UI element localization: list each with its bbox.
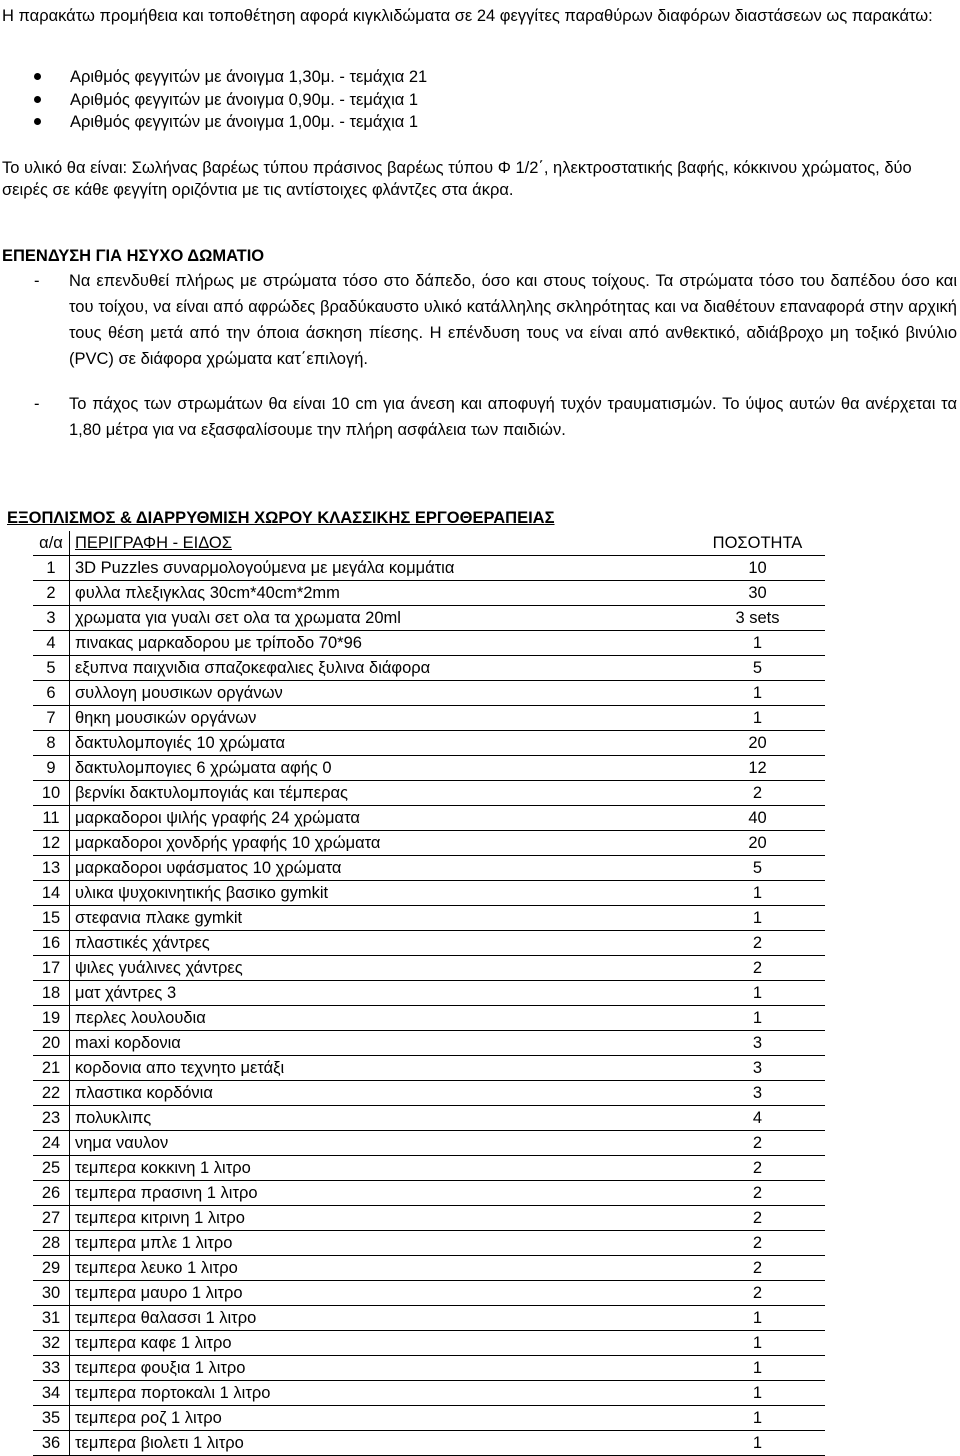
row-quantity-cell: 5	[690, 656, 825, 681]
table-row	[33, 1256, 825, 1281]
row-description-cell: θηκη μουσικών οργάνων	[70, 706, 691, 731]
row-quantity-cell: 1	[690, 681, 825, 706]
row-number-cell: 25	[33, 1156, 70, 1181]
table-body	[33, 556, 825, 1456]
row-description-cell: πινακας μαρκαδορου με τρίποδο 70*96	[70, 631, 691, 656]
row-quantity-cell: 2	[690, 1256, 825, 1281]
window-count-list	[33, 66, 427, 134]
row-number-cell: 9	[33, 756, 70, 781]
row-number-cell: 17	[33, 956, 70, 981]
row-number-cell: 35	[33, 1406, 70, 1431]
row-number-cell: 6	[33, 681, 70, 706]
table-row	[33, 1056, 825, 1081]
table-row	[33, 1381, 825, 1406]
table-row	[33, 1306, 825, 1331]
row-description-cell: βερνίκι δακτυλομπογιάς και τέμπερας	[70, 781, 691, 806]
row-quantity-cell: 5	[690, 856, 825, 881]
row-number-cell: 32	[33, 1331, 70, 1356]
paragraph-text: Να επενδυθεί πλήρως με στρώματα τόσο στο δάπεδο, όσο και στους τοίχους. Τα στρώματα τόσο του δαπέδου όσο και του τοίχου, να είναι από αφρώδες βραδύκαυστο υλικό κατάλληλης σκληρότητας και να διαθέτουν επαναφορά στην αρχική τους θέση μετά από την όποια άσκηση πίεσης. Η επένδυση τους να είναι από ανθεκτικό, αδιάβροχο μη τοξικό βινύλιο (PVC) σε διάφορα χρώματα κατ΄επιλογή.	[69, 272, 957, 368]
row-description-cell: νημα ναυλον	[70, 1131, 691, 1156]
bullet-icon	[34, 118, 41, 125]
table-row	[33, 556, 825, 581]
row-number-cell: 20	[33, 1031, 70, 1056]
row-quantity-cell: 10	[690, 556, 825, 581]
paragraph-text: Το πάχος των στρωμάτων θα είναι 10 cm για άνεση και αποφυγή τυχόν τραυματισμών. Το ύψος αυτών θα ανέρχεται τα 1,80 μέτρα για να εξασφαλίσουμε την πλήρη ασφάλεια των παιδιών.	[69, 395, 957, 439]
row-description-cell: 3D Puzzles συναρμολογούμενα με μεγάλα κομμάτια	[70, 556, 691, 581]
row-quantity-cell: 2	[690, 1181, 825, 1206]
row-quantity-cell: 12	[690, 756, 825, 781]
row-description-cell: πλαστικα κορδόνια	[70, 1081, 691, 1106]
row-quantity-cell: 1	[690, 1431, 825, 1456]
row-description-cell: τεμπερα πορτοκαλι 1 λιτρο	[70, 1381, 691, 1406]
table-row	[33, 831, 825, 856]
table-header-row	[33, 531, 825, 556]
row-number-cell: 19	[33, 1006, 70, 1031]
row-number-cell: 34	[33, 1381, 70, 1406]
row-quantity-cell: 1	[690, 881, 825, 906]
table-row	[33, 1081, 825, 1106]
equipment-table	[33, 531, 825, 1456]
table-row	[33, 806, 825, 831]
row-quantity-cell: 1	[690, 906, 825, 931]
row-number-cell: 7	[33, 706, 70, 731]
row-quantity-cell: 3	[690, 1081, 825, 1106]
list-item: Αριθμός φεγγιτών με άνοιγμα 1,30μ. - τεμάχια 21	[33, 66, 427, 89]
table-row	[33, 856, 825, 881]
table-row	[33, 681, 825, 706]
row-quantity-cell: 1	[690, 1006, 825, 1031]
row-number-cell: 23	[33, 1106, 70, 1131]
row-description-cell: τεμπερα λευκο 1 λιτρο	[70, 1256, 691, 1281]
table-row	[33, 1031, 825, 1056]
row-number-cell: 36	[33, 1431, 70, 1456]
dash-marker: -	[34, 395, 40, 413]
row-quantity-cell: 1	[690, 1406, 825, 1431]
row-description-cell: τεμπερα κοκκινη 1 λιτρο	[70, 1156, 691, 1181]
row-number-cell: 31	[33, 1306, 70, 1331]
row-number-cell: 15	[33, 906, 70, 931]
column-header-quantity: ΠΟΣΟΤΗΤΑ	[690, 531, 825, 556]
list-item: Αριθμός φεγγιτών με άνοιγμα 0,90μ. - τεμάχια 1	[33, 89, 427, 112]
row-quantity-cell: 1	[690, 706, 825, 731]
table-row	[33, 756, 825, 781]
row-description-cell: τεμπερα πρασινη 1 λιτρο	[70, 1181, 691, 1206]
row-number-cell: 4	[33, 631, 70, 656]
row-number-cell: 26	[33, 1181, 70, 1206]
table-row	[33, 1006, 825, 1031]
row-number-cell: 16	[33, 931, 70, 956]
row-description-cell: τεμπερα μαυρο 1 λιτρο	[70, 1281, 691, 1306]
row-number-cell: 30	[33, 1281, 70, 1306]
row-quantity-cell: 3	[690, 1031, 825, 1056]
table-row	[33, 1406, 825, 1431]
column-header-description: ΠΕΡΙΓΡΑΦΗ - ΕΙΔΟΣ	[70, 531, 691, 556]
row-description-cell: τεμπερα ροζ 1 λιτρο	[70, 1406, 691, 1431]
table-row	[33, 1281, 825, 1306]
row-quantity-cell: 1	[690, 1356, 825, 1381]
row-quantity-cell: 1	[690, 1331, 825, 1356]
table-row	[33, 1156, 825, 1181]
table-row	[33, 1131, 825, 1156]
row-description-cell: μαρκαδοροι υφάσματος 10 χρώματα	[70, 856, 691, 881]
table-row	[33, 631, 825, 656]
row-number-cell: 33	[33, 1356, 70, 1381]
row-number-cell: 8	[33, 731, 70, 756]
quiet-room-paragraph-1	[2, 268, 957, 372]
row-quantity-cell: 3	[690, 1056, 825, 1081]
row-quantity-cell: 2	[690, 1281, 825, 1306]
row-description-cell: χρωματα για γυαλι σετ ολα τα χρωματα 20ml	[70, 606, 691, 631]
row-description-cell: τεμπερα βιολετι 1 λιτρο	[70, 1431, 691, 1456]
row-quantity-cell: 2	[690, 1206, 825, 1231]
table-row	[33, 881, 825, 906]
row-description-cell: δακτυλομπογιες 6 χρώματα αφής 0	[70, 756, 691, 781]
table-row	[33, 1181, 825, 1206]
table-row	[33, 656, 825, 681]
row-quantity-cell: 1	[690, 1381, 825, 1406]
table-row	[33, 781, 825, 806]
row-quantity-cell: 2	[690, 956, 825, 981]
row-description-cell: περλες λουλουδια	[70, 1006, 691, 1031]
row-description-cell: ματ χάντρες 3	[70, 981, 691, 1006]
dash-marker: -	[34, 272, 40, 290]
row-number-cell: 5	[33, 656, 70, 681]
table-row	[33, 706, 825, 731]
table-row	[33, 956, 825, 981]
row-description-cell: μαρκαδοροι ψιλής γραφής 24 χρώματα	[70, 806, 691, 831]
table-row	[33, 1206, 825, 1231]
row-quantity-cell: 1	[690, 631, 825, 656]
row-description-cell: ψιλες γυάλινες χάντρες	[70, 956, 691, 981]
row-quantity-cell: 1	[690, 1306, 825, 1331]
row-quantity-cell: 2	[690, 781, 825, 806]
bullet-icon	[34, 96, 41, 103]
row-number-cell: 13	[33, 856, 70, 881]
row-description-cell: εξυπνα παιχνιδια σπαζοκεφαλιες ξυλινα διάφορα	[70, 656, 691, 681]
table-row	[33, 1356, 825, 1381]
row-quantity-cell: 3 sets	[690, 606, 825, 631]
row-number-cell: 21	[33, 1056, 70, 1081]
row-number-cell: 10	[33, 781, 70, 806]
row-quantity-cell: 2	[690, 1231, 825, 1256]
row-description-cell: τεμπερα μπλε 1 λιτρο	[70, 1231, 691, 1256]
table-row	[33, 1431, 825, 1456]
row-description-cell: στεφανια πλακε gymkit	[70, 906, 691, 931]
row-number-cell: 11	[33, 806, 70, 831]
quiet-room-paragraph-2	[2, 391, 957, 443]
bullet-icon	[34, 73, 41, 80]
row-quantity-cell: 20	[690, 831, 825, 856]
row-description-cell: συλλογη μουσικων οργάνων	[70, 681, 691, 706]
row-quantity-cell: 20	[690, 731, 825, 756]
row-number-cell: 12	[33, 831, 70, 856]
list-item: Αριθμός φεγγιτών με άνοιγμα 1,00μ. - τεμάχια 1	[33, 111, 427, 134]
row-description-cell: δακτυλομπογιές 10 χρώματα	[70, 731, 691, 756]
column-header-number: α/α	[33, 531, 70, 556]
table-row	[33, 606, 825, 631]
row-description-cell: κορδονια απο τεχνητο μετάξι	[70, 1056, 691, 1081]
row-description-cell: τεμπερα φουξια 1 λιτρο	[70, 1356, 691, 1381]
table-row	[33, 731, 825, 756]
row-description-cell: υλικα ψυχοκινητικής βασικο gymkit	[70, 881, 691, 906]
table-row	[33, 906, 825, 931]
intro-paragraph: Η παρακάτω προμήθεια και τοποθέτηση αφορά κιγκλιδώματα σε 24 φεγγίτες παραθύρων διαφόρων διαστάσεων ως παρακάτω:	[2, 7, 933, 25]
row-description-cell: τεμπερα θαλασσι 1 λιτρο	[70, 1306, 691, 1331]
material-paragraph: Το υλικό θα είναι: Σωλήνας βαρέως τύπου πράσινος βαρέως τύπου Φ 1/2΄, ηλεκτροστατικής βαφής, κόκκινου χρώματος, δύο σειρές σε κάθε φεγγίτη οριζόντια με τις αντίστοιχες φλάντζες στα άκρα.	[2, 159, 912, 199]
equipment-table-title: ΕΞΟΠΛΙΣΜΟΣ & ΔΙΑΡΡΥΘΜΙΣΗ ΧΩΡΟΥ ΚΛΑΣΣΙΚΗΣ ΕΡΓΟΘΕΡΑΠΕΙΑΣ	[7, 509, 555, 527]
row-quantity-cell: 1	[690, 981, 825, 1006]
row-number-cell: 29	[33, 1256, 70, 1281]
row-description-cell: τεμπερα κιτρινη 1 λιτρο	[70, 1206, 691, 1231]
row-number-cell: 3	[33, 606, 70, 631]
row-description-cell: πλαστικές χάντρες	[70, 931, 691, 956]
row-quantity-cell: 30	[690, 581, 825, 606]
row-number-cell: 1	[33, 556, 70, 581]
row-description-cell: τεμπερα καφε 1 λιτρο	[70, 1331, 691, 1356]
row-description-cell: πολυκλιπς	[70, 1106, 691, 1131]
row-description-cell: φυλλα πλεξιγκλας 30cm*40cm*2mm	[70, 581, 691, 606]
row-quantity-cell: 40	[690, 806, 825, 831]
row-number-cell: 22	[33, 1081, 70, 1106]
row-quantity-cell: 2	[690, 1156, 825, 1181]
table-row	[33, 581, 825, 606]
row-quantity-cell: 2	[690, 931, 825, 956]
row-number-cell: 24	[33, 1131, 70, 1156]
quiet-room-heading: ΕΠΕΝΔΥΣΗ ΓΙΑ ΗΣΥΧΟ ΔΩΜΑΤΙΟ	[2, 247, 265, 265]
table-row	[33, 931, 825, 956]
row-number-cell: 18	[33, 981, 70, 1006]
row-number-cell: 28	[33, 1231, 70, 1256]
row-quantity-cell: 4	[690, 1106, 825, 1131]
row-quantity-cell: 2	[690, 1131, 825, 1156]
row-number-cell: 14	[33, 881, 70, 906]
row-description-cell: μαρκαδοροι χονδρής γραφής 10 χρώματα	[70, 831, 691, 856]
row-number-cell: 2	[33, 581, 70, 606]
table-row	[33, 981, 825, 1006]
table-row	[33, 1231, 825, 1256]
row-description-cell: maxi κορδονια	[70, 1031, 691, 1056]
table-row	[33, 1106, 825, 1131]
table-row	[33, 1331, 825, 1356]
row-number-cell: 27	[33, 1206, 70, 1231]
